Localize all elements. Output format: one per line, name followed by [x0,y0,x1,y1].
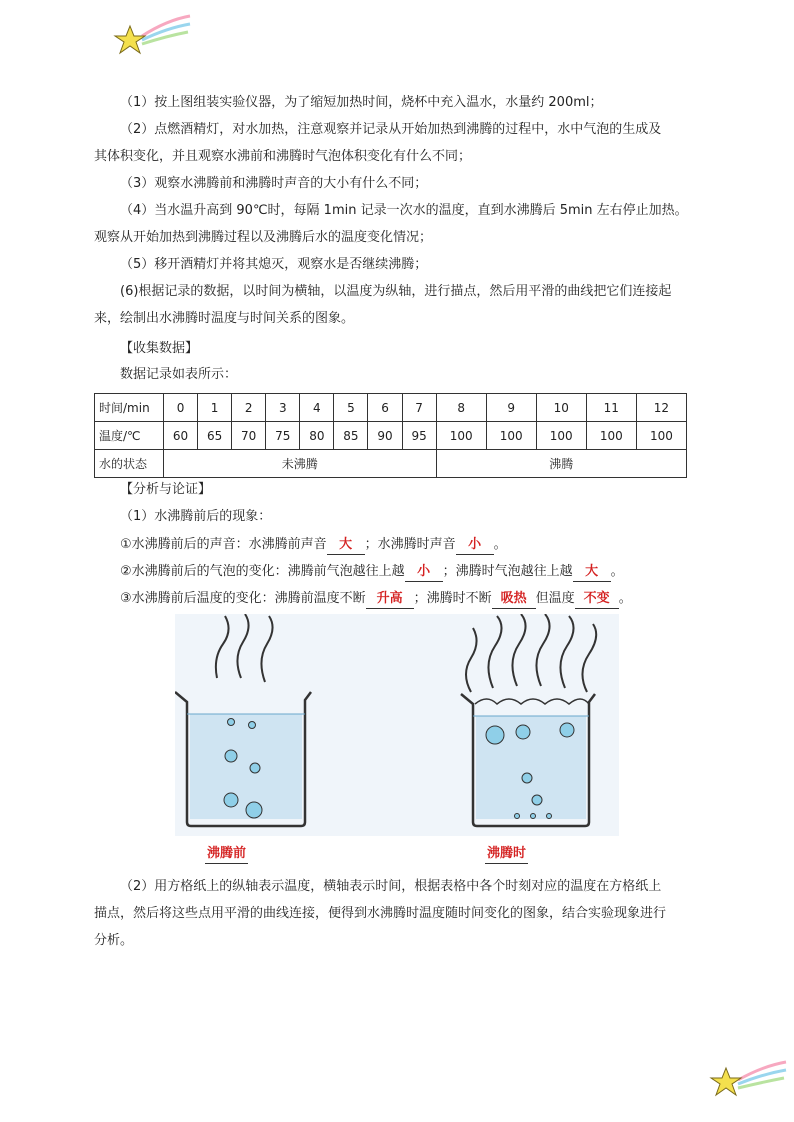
step-3-text: （3）观察水沸腾前和沸腾时声音的大小有什么不同； [120,176,428,191]
answer-blank: 大 [573,563,611,582]
time-header: 时间/min [95,394,164,422]
caption-boiling: 沸腾时 [485,845,528,864]
table-cell: 100 [586,422,636,450]
table-cell: 10 [536,394,586,422]
table-cell: 85 [334,422,368,450]
collect-heading-text: 【收集数据】 [120,341,199,356]
table-cell: 70 [232,422,266,450]
answer-blank: 小 [405,563,443,582]
table-cell: 100 [486,422,536,450]
table-cell: 8 [436,394,486,422]
temp-text-c: 但温度 [535,591,575,606]
table-cell: 12 [636,394,686,422]
table-cell: 9 [486,394,536,422]
answer-blank: 吸热 [492,590,536,609]
step-3 [94,171,698,197]
analysis-heading [94,477,698,503]
temp-text-b: ；沸腾时不断 [413,591,492,606]
shooting-star-icon [708,1058,788,1108]
step-2 [94,117,698,143]
question-2 [94,874,698,900]
table-cell: 80 [300,422,334,450]
beaker-illustration [175,614,619,836]
table-cell: 100 [636,422,686,450]
table-cell: 2 [232,394,266,422]
table-cell: 1 [198,394,232,422]
step-2-text-a: （2）点燃酒精灯，对水加热，注意观察并记录从开始加热到沸腾的过程中，水中气泡的生成及 [120,122,662,137]
state-boiling-cell: 沸腾 [436,450,686,478]
table-cell: 3 [266,394,300,422]
table-row-time [95,394,687,422]
step-6-cont [94,306,698,332]
bubble-text-b: ；沸腾时气泡越往上越 [442,564,573,579]
sound-line [94,532,698,558]
step-4-cont [94,225,698,251]
step-2-text-b: 其体积变化，并且观察水沸前和沸腾时气泡体积变化有什么不同； [94,149,472,164]
step-6 [94,279,698,305]
table-cell: 6 [368,394,402,422]
step-5-text: （5）移开酒精灯并将其熄灭，观察水是否继续沸腾； [120,257,428,272]
table-cell: 100 [436,422,486,450]
bubble-text-c: 。 [610,564,624,579]
step-2-cont [94,144,698,170]
question-2-text-b: 描点，然后将这些点用平滑的曲线连接，便得到水沸腾时温度随时间变化的图象，结合实验现象进行 [94,906,667,921]
question-2-cont [94,901,698,927]
temp-text-d: 。 [618,591,632,606]
state-before-cell: 未沸腾 [164,450,437,478]
step-6-text-a: (6)根据记录的数据，以时间为横轴，以温度为纵轴，进行描点，然后用平滑的曲线把它们连接起 [120,284,672,299]
collect-intro-text: 数据记录如表所示： [120,367,238,382]
table-cell: 7 [402,394,436,422]
collect-intro [94,362,698,388]
table-cell: 90 [368,422,402,450]
table-cell: 11 [586,394,636,422]
step-1-text: （1）按上图组装实验仪器，为了缩短加热时间，烧杯中充入温水，水量约 200ml； [120,95,603,110]
answer-blank: 大 [327,536,365,555]
question-2-text-c: 分析。 [94,933,134,948]
temp-header: 温度/℃ [95,422,164,450]
answer-blank: 不变 [575,590,619,609]
table-cell: 75 [266,422,300,450]
bubble-line [94,559,698,585]
question-2-text-a: （2）用方格纸上的纵轴表示温度，横轴表示时间，根据表格中各个时刻对应的温度在方格纸上 [120,879,662,894]
table-row-state [95,450,687,478]
state-header: 水的状态 [95,450,164,478]
question-2-end [94,928,698,954]
step-6-text-b: 来，绘制出水沸腾时温度与时间关系的图象。 [94,311,355,326]
caption-before-boiling: 沸腾前 [205,845,248,864]
sound-text-b: ；水沸腾时声音 [364,537,456,552]
sound-text-c: 。 [493,537,507,552]
bubble-text-a: ②水沸腾前后的气泡的变化：沸腾前气泡越往上越 [120,564,405,579]
step-4-text-a: （4）当水温升高到 90℃时，每隔 1min 记录一次水的温度，直到水沸腾后 5min 左右停止加热。 [120,203,688,218]
question-1 [94,504,698,530]
sound-text-a: ①水沸腾前后的声音：水沸腾前声音 [120,537,327,552]
temp-line [94,586,734,612]
shooting-star-icon [112,12,192,62]
table-cell: 4 [300,394,334,422]
answer-blank: 升高 [366,590,414,609]
answer-blank: 小 [456,536,494,555]
step-4 [94,198,698,224]
temp-text-a: ③水沸腾前后温度的变化：沸腾前温度不断 [120,591,366,606]
step-1 [94,90,698,116]
table-cell: 0 [164,394,198,422]
data-table [94,393,687,478]
step-4-text-b: 观察从开始加热到沸腾过程以及沸腾后水的温度变化情况； [94,230,433,245]
table-cell: 60 [164,422,198,450]
table-cell: 100 [536,422,586,450]
analysis-heading-text: 【分析与论证】 [120,482,212,497]
table-cell: 65 [198,422,232,450]
collect-heading [94,336,698,362]
table-row-temp [95,422,687,450]
table-cell: 5 [334,394,368,422]
table-cell: 95 [402,422,436,450]
question-1-text: （1）水沸腾前后的现象： [120,509,272,524]
step-5 [94,252,698,278]
